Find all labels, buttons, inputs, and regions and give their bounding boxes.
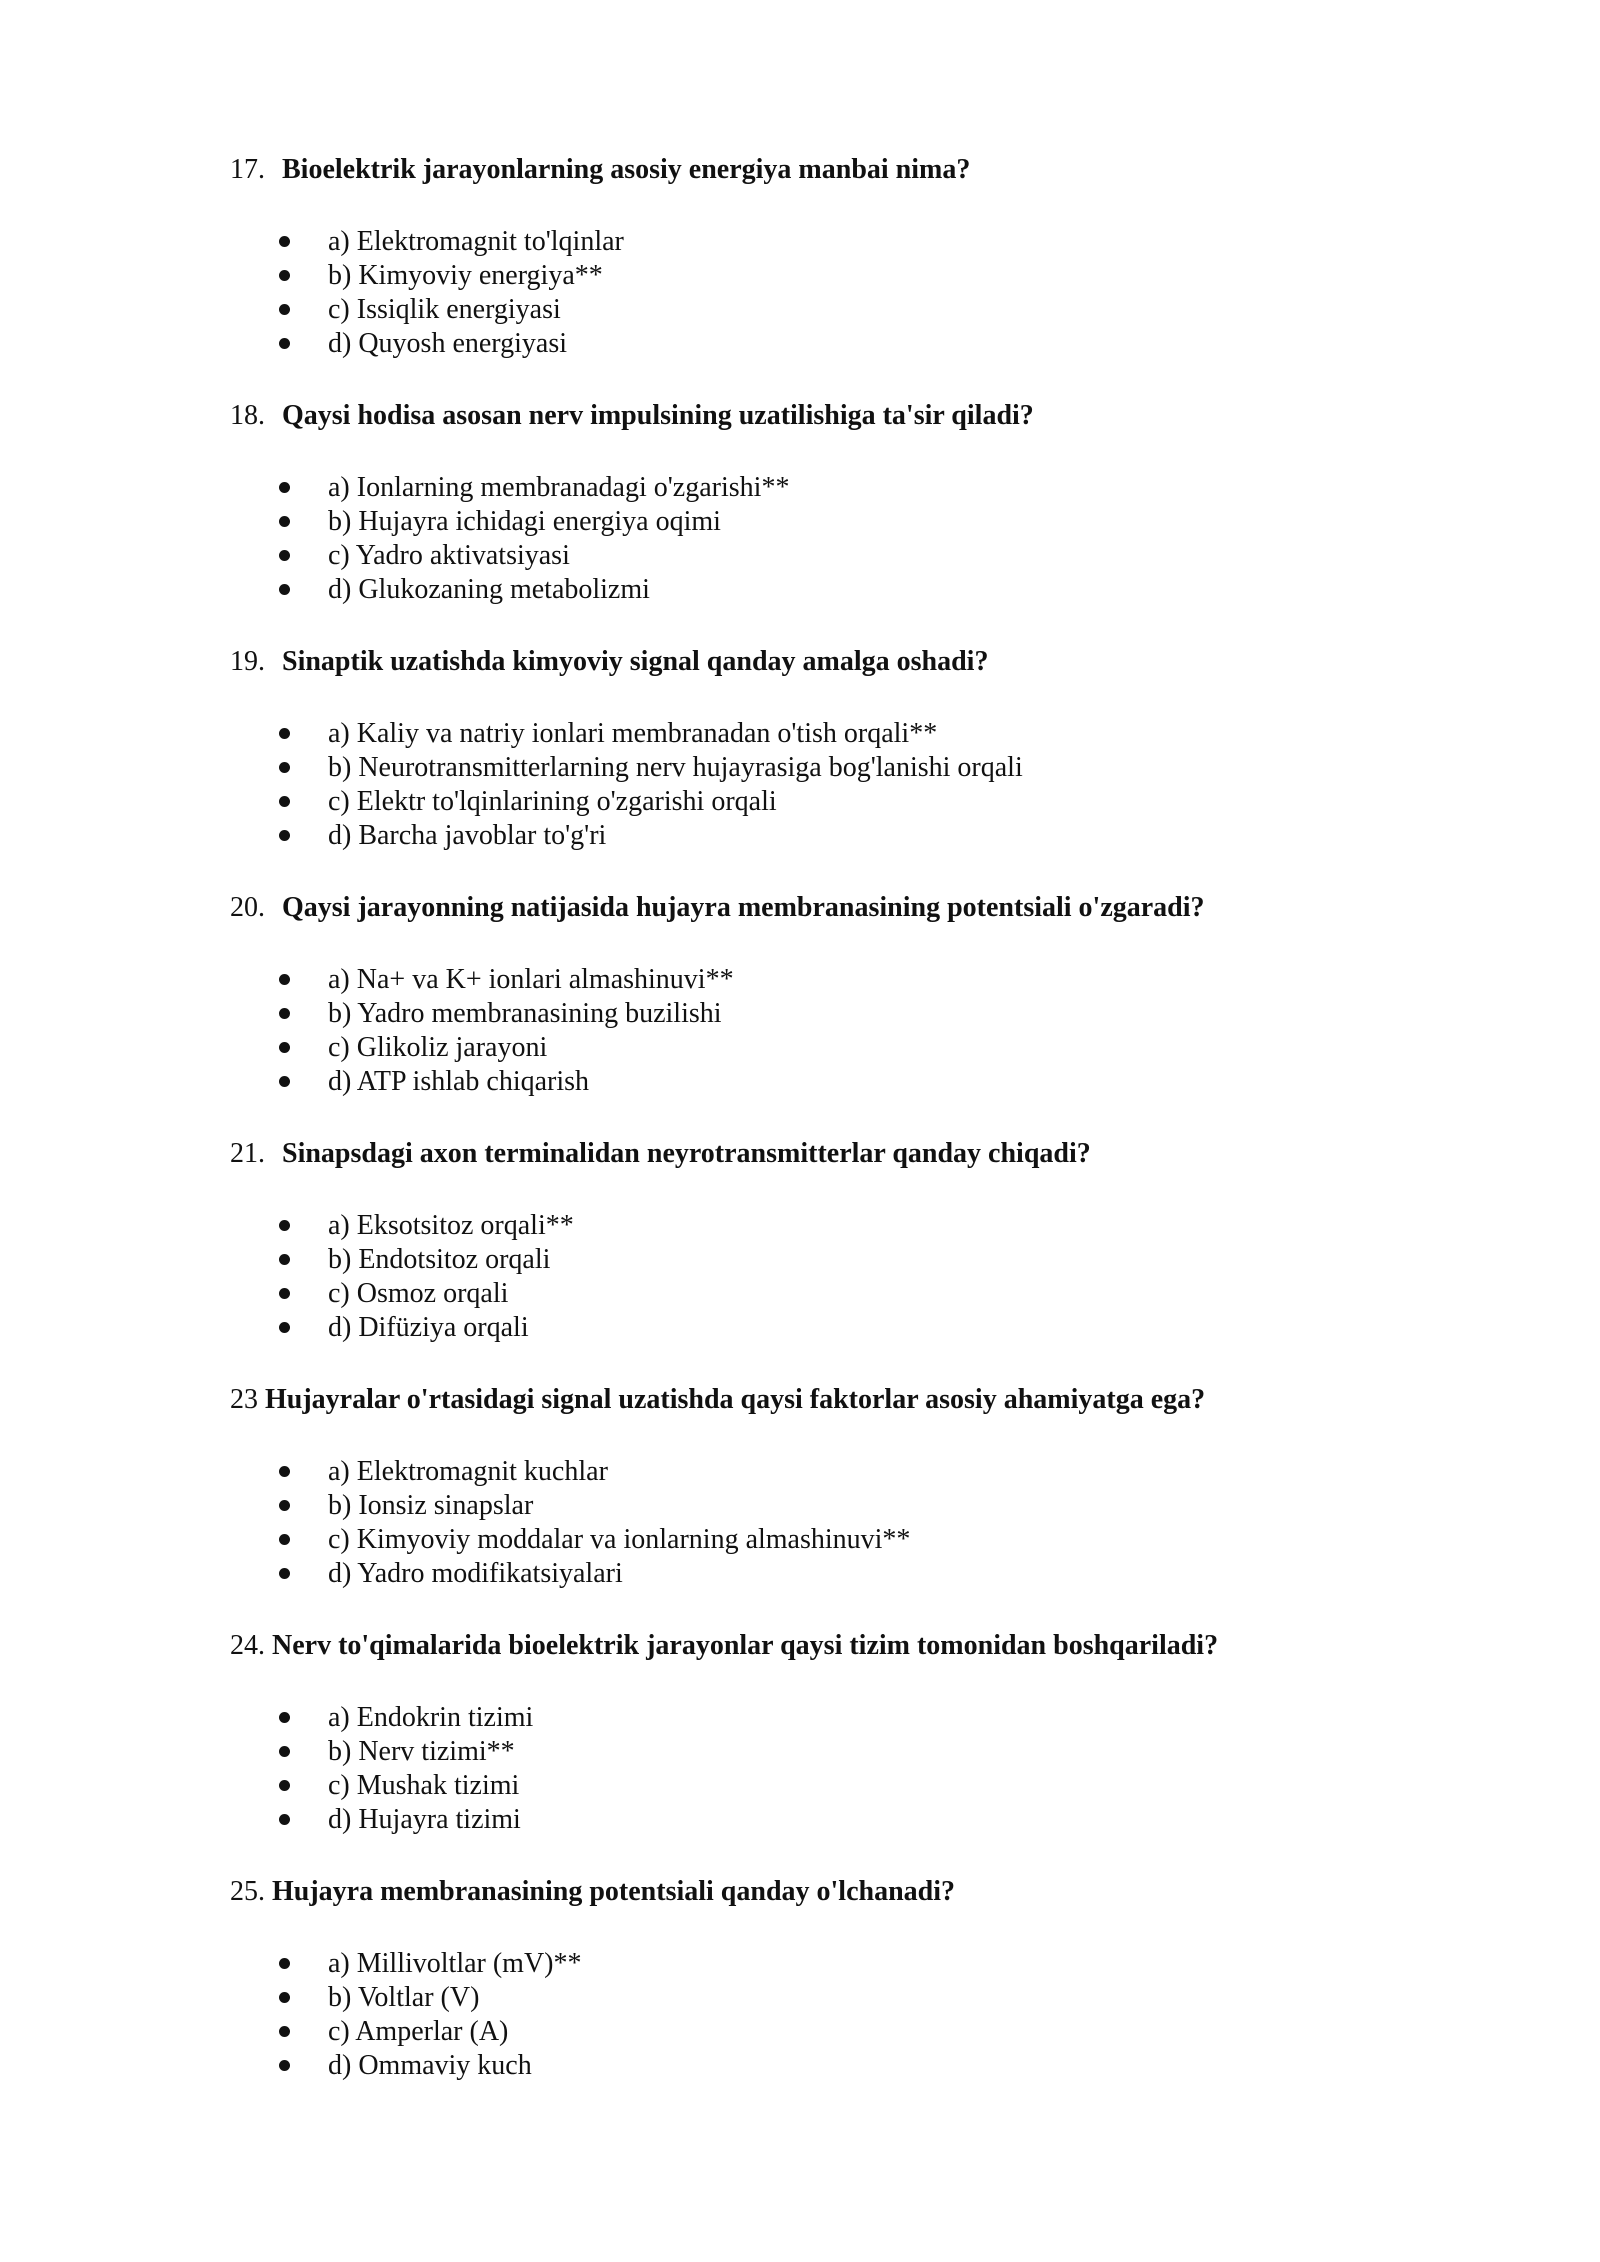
question-number: 20. bbox=[230, 892, 265, 923]
bullet-icon bbox=[279, 796, 290, 807]
bullet-icon bbox=[279, 1958, 290, 1969]
answer-option bbox=[230, 539, 1410, 573]
option-text: a) Millivoltlar (mV)** bbox=[328, 1948, 582, 1979]
bullet-icon bbox=[279, 304, 290, 315]
answer-option bbox=[230, 293, 1410, 327]
option-text: d) Difüziya orqali bbox=[328, 1312, 529, 1343]
option-text: c) Elektr to'lqinlarining o'zgarishi orqali bbox=[328, 786, 777, 817]
answer-options bbox=[230, 471, 1410, 607]
bullet-icon bbox=[279, 1466, 290, 1477]
question-text: Qaysi hodisa asosan nerv impulsining uzatilishiga ta'sir qiladi? bbox=[282, 400, 1034, 431]
question-number: 17. bbox=[230, 154, 265, 185]
option-text: b) Ionsiz sinapslar bbox=[328, 1490, 534, 1521]
option-text: d) Hujayra tizimi bbox=[328, 1804, 521, 1835]
bullet-icon bbox=[279, 1076, 290, 1087]
answer-option bbox=[230, 327, 1410, 361]
bullet-icon bbox=[279, 1534, 290, 1545]
answer-options bbox=[230, 1455, 1410, 1591]
bullet-icon bbox=[279, 482, 290, 493]
option-text: a) Kaliy va natriy ionlari membranadan o'tish orqali** bbox=[328, 718, 938, 749]
question-19 bbox=[230, 645, 1410, 853]
bullet-icon bbox=[279, 1500, 290, 1511]
option-text: b) Kimyoviy energiya** bbox=[328, 260, 603, 291]
answer-options bbox=[230, 1701, 1410, 1837]
answer-option bbox=[230, 1243, 1410, 1277]
answer-option bbox=[230, 997, 1410, 1031]
option-text: a) Na+ va K+ ionlari almashinuvi** bbox=[328, 964, 734, 995]
question-text: Bioelektrik jarayonlarning asosiy energiya manbai nima? bbox=[282, 154, 971, 185]
answer-options bbox=[230, 1947, 1410, 2083]
question-text: Qaysi jarayonning natijasida hujayra membranasining potentsiali o'zgaradi? bbox=[282, 892, 1205, 923]
answer-option bbox=[230, 1311, 1410, 1345]
answer-option bbox=[230, 1031, 1410, 1065]
bullet-icon bbox=[279, 1220, 290, 1231]
bullet-icon bbox=[279, 1288, 290, 1299]
option-text: b) Yadro membranasining buzilishi bbox=[328, 998, 722, 1029]
question-20 bbox=[230, 891, 1410, 1099]
option-text: c) Glikoliz jarayoni bbox=[328, 1032, 548, 1063]
question-heading bbox=[230, 1875, 1410, 1909]
bullet-icon bbox=[279, 1746, 290, 1757]
option-text: d) ATP ishlab chiqarish bbox=[328, 1066, 590, 1097]
option-text: c) Yadro aktivatsiyasi bbox=[328, 540, 570, 571]
bullet-icon bbox=[279, 1254, 290, 1265]
option-text: b) Voltlar (V) bbox=[328, 1982, 480, 2013]
option-text: c) Kimyoviy moddalar va ionlarning almashinuvi** bbox=[328, 1524, 911, 1555]
answer-options bbox=[230, 963, 1410, 1099]
answer-option bbox=[230, 717, 1410, 751]
answer-option bbox=[230, 819, 1410, 853]
bullet-icon bbox=[279, 1992, 290, 2003]
question-text: Hujayra membranasining potentsiali qanday o'lchanadi? bbox=[272, 1876, 956, 1907]
bullet-icon bbox=[279, 728, 290, 739]
answer-option bbox=[230, 1701, 1410, 1735]
question-text: Nerv to'qimalarida bioelektrik jarayonlar qaysi tizim tomonidan boshqariladi? bbox=[272, 1630, 1219, 1661]
bullet-icon bbox=[279, 550, 290, 561]
question-text: Sinaptik uzatishda kimyoviy signal qanday amalga oshadi? bbox=[282, 646, 989, 677]
option-text: c) Mushak tizimi bbox=[328, 1770, 520, 1801]
question-text: Sinapsdagi axon terminalidan neyrotransmitterlar qanday chiqadi? bbox=[282, 1138, 1091, 1169]
option-text: d) Quyosh energiyasi bbox=[328, 328, 567, 359]
question-heading bbox=[230, 399, 1410, 433]
question-25 bbox=[230, 1875, 1410, 2083]
question-heading bbox=[230, 1383, 1410, 1417]
question-23 bbox=[230, 1383, 1410, 1591]
option-text: b) Nerv tizimi** bbox=[328, 1736, 515, 1767]
answer-option bbox=[230, 1209, 1410, 1243]
option-text: a) Ionlarning membranadagi o'zgarishi** bbox=[328, 472, 790, 503]
answer-option bbox=[230, 2049, 1410, 2083]
question-18 bbox=[230, 399, 1410, 607]
answer-option bbox=[230, 225, 1410, 259]
question-number: 24. bbox=[230, 1630, 265, 1661]
answer-option bbox=[230, 1769, 1410, 1803]
bullet-icon bbox=[279, 2026, 290, 2037]
option-text: d) Ommaviy kuch bbox=[328, 2050, 532, 2081]
option-text: b) Endotsitoz orqali bbox=[328, 1244, 551, 1275]
bullet-icon bbox=[279, 584, 290, 595]
answer-option bbox=[230, 751, 1410, 785]
answer-option bbox=[230, 505, 1410, 539]
question-24 bbox=[230, 1629, 1410, 1837]
answer-option bbox=[230, 259, 1410, 293]
bullet-icon bbox=[279, 1712, 290, 1723]
option-text: a) Endokrin tizimi bbox=[328, 1702, 534, 1733]
bullet-icon bbox=[279, 270, 290, 281]
bullet-icon bbox=[279, 2060, 290, 2071]
option-text: d) Barcha javoblar to'g'ri bbox=[328, 820, 607, 851]
answer-options bbox=[230, 717, 1410, 853]
question-text: Hujayralar o'rtasidagi signal uzatishda qaysi faktorlar asosiy ahamiyatga ega? bbox=[265, 1384, 1206, 1415]
answer-option bbox=[230, 1489, 1410, 1523]
answer-option bbox=[230, 1735, 1410, 1769]
bullet-icon bbox=[279, 516, 290, 527]
option-text: a) Eksotsitoz orqali** bbox=[328, 1210, 574, 1241]
bullet-icon bbox=[279, 1568, 290, 1579]
answer-option bbox=[230, 1523, 1410, 1557]
question-number: 21. bbox=[230, 1138, 265, 1169]
question-number: 19. bbox=[230, 646, 265, 677]
option-text: b) Hujayra ichidagi energiya oqimi bbox=[328, 506, 721, 537]
bullet-icon bbox=[279, 236, 290, 247]
question-number: 23 bbox=[230, 1384, 258, 1415]
option-text: a) Elektromagnit kuchlar bbox=[328, 1456, 608, 1487]
answer-options bbox=[230, 1209, 1410, 1345]
question-21 bbox=[230, 1137, 1410, 1345]
question-heading bbox=[230, 1137, 1410, 1171]
answer-option bbox=[230, 1557, 1410, 1591]
option-text: d) Yadro modifikatsiyalari bbox=[328, 1558, 623, 1589]
answer-option bbox=[230, 2015, 1410, 2049]
bullet-icon bbox=[279, 1780, 290, 1791]
bullet-icon bbox=[279, 1814, 290, 1825]
answer-option bbox=[230, 1803, 1410, 1837]
option-text: c) Amperlar (A) bbox=[328, 2016, 509, 2047]
question-number: 25. bbox=[230, 1876, 265, 1907]
bullet-icon bbox=[279, 1008, 290, 1019]
answer-option bbox=[230, 963, 1410, 997]
question-number: 18. bbox=[230, 400, 265, 431]
bullet-icon bbox=[279, 762, 290, 773]
answer-option bbox=[230, 1455, 1410, 1489]
bullet-icon bbox=[279, 1322, 290, 1333]
option-text: b) Neurotransmitterlarning nerv hujayrasiga bog'lanishi orqali bbox=[328, 752, 1023, 783]
question-heading bbox=[230, 645, 1410, 679]
bullet-icon bbox=[279, 338, 290, 349]
question-heading bbox=[230, 153, 1410, 187]
option-text: d) Glukozaning metabolizmi bbox=[328, 574, 650, 605]
answer-option bbox=[230, 471, 1410, 505]
answer-option bbox=[230, 785, 1410, 819]
answer-option bbox=[230, 1947, 1410, 1981]
option-text: c) Osmoz orqali bbox=[328, 1278, 509, 1309]
question-heading bbox=[230, 891, 1410, 925]
bullet-icon bbox=[279, 830, 290, 841]
answer-option bbox=[230, 1277, 1410, 1311]
answer-option bbox=[230, 573, 1410, 607]
bullet-icon bbox=[279, 1042, 290, 1053]
answer-option bbox=[230, 1981, 1410, 2015]
question-heading bbox=[230, 1629, 1410, 1663]
option-text: a) Elektromagnit to'lqinlar bbox=[328, 226, 624, 257]
question-17 bbox=[230, 153, 1410, 361]
option-text: c) Issiqlik energiyasi bbox=[328, 294, 561, 325]
answer-options bbox=[230, 225, 1410, 361]
answer-option bbox=[230, 1065, 1410, 1099]
bullet-icon bbox=[279, 974, 290, 985]
